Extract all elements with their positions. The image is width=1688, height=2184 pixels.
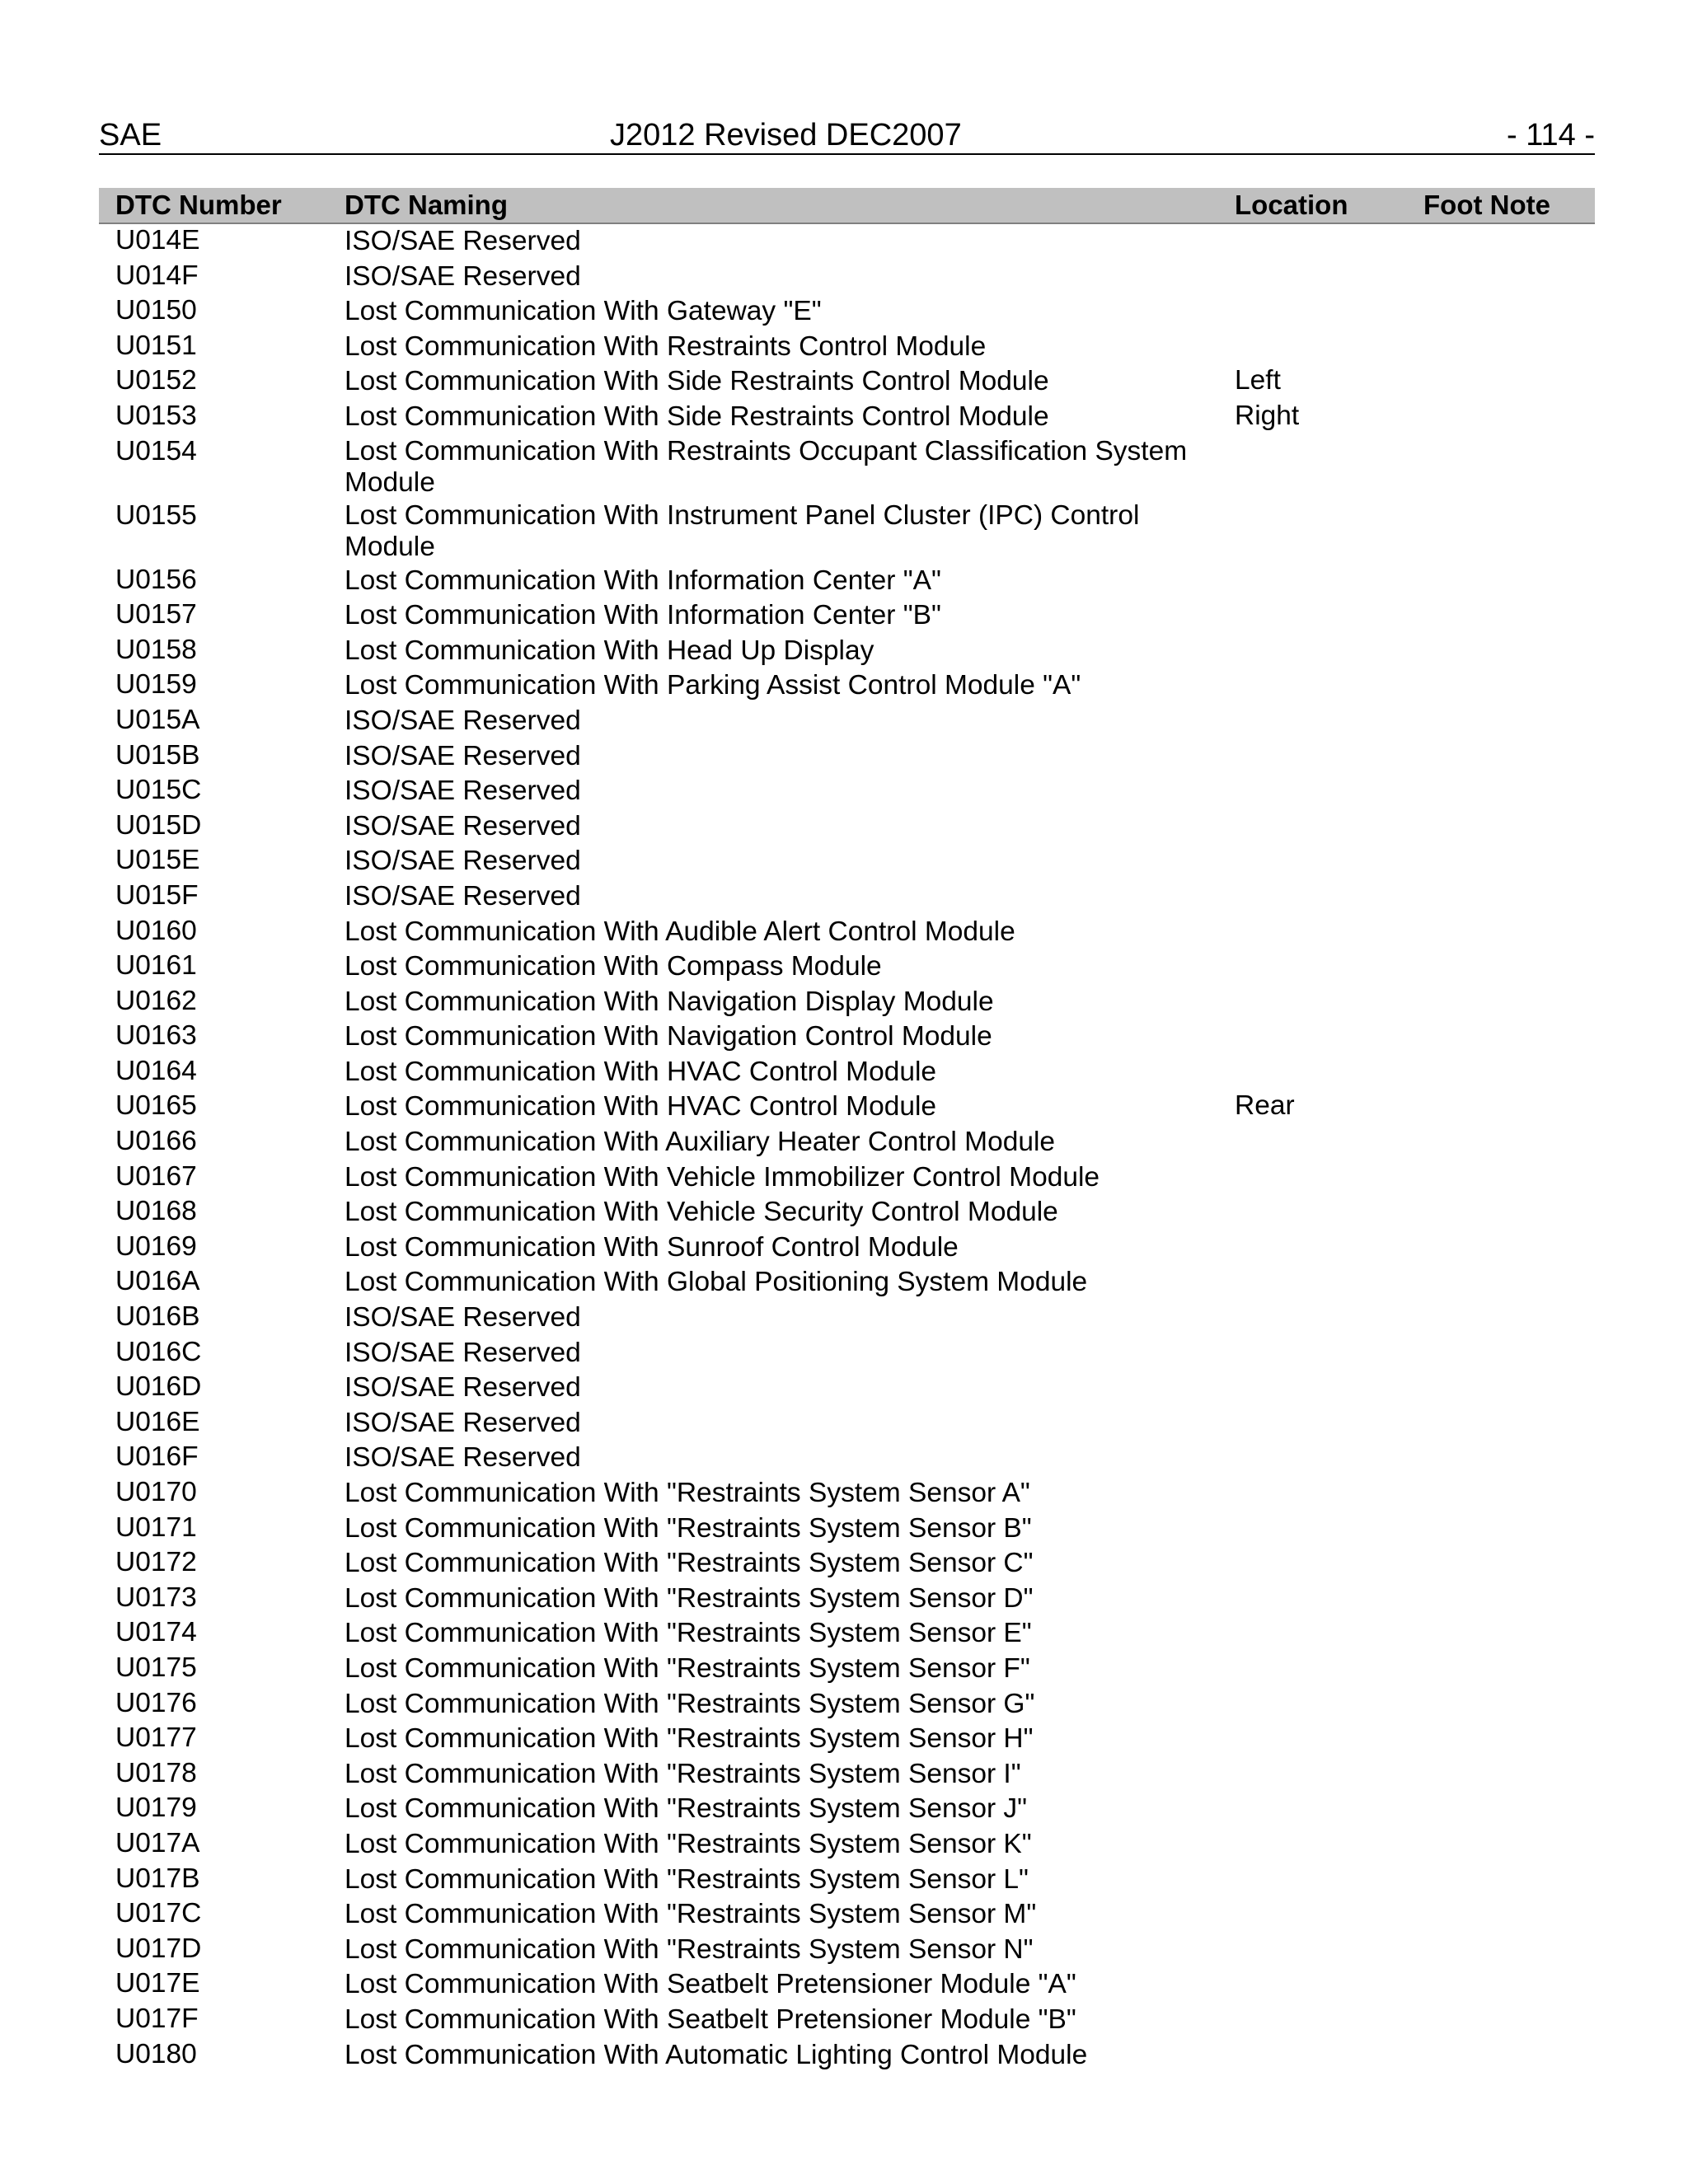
dtc-code: U0154 [115,435,197,466]
dtc-name: Lost Communication With Gateway "E" [345,296,822,327]
table-row [99,364,1595,400]
table-row [99,400,1595,435]
dtc-name: ISO/SAE Reserved [345,740,581,771]
dtc-code: U0156 [115,564,197,595]
table-row [99,2003,1595,2038]
dtc-name: Lost Communication With "Restraints System Sensor K" [345,1828,1032,1859]
dtc-code: U0152 [115,365,197,396]
dtc-name: ISO/SAE Reserved [345,776,581,807]
dtc-code: U017F [115,2003,199,2034]
dtc-name: Lost Communication With "Restraints System Sensor A" [345,1478,1030,1508]
table-row [99,1336,1595,1371]
table-row [99,634,1595,669]
table-row [99,985,1595,1020]
table-row [99,435,1595,499]
table-row [99,1055,1595,1090]
dtc-name: ISO/SAE Reserved [345,846,581,877]
dtc-code: U0166 [115,1126,197,1157]
dtc-code: U0173 [115,1582,197,1613]
table-row [99,1687,1595,1722]
table-row [99,1792,1595,1827]
dtc-code: U015C [115,775,202,806]
dtc-code: U0158 [115,634,197,665]
table-row [99,294,1595,330]
dtc-code: U015B [115,739,200,771]
dtc-name: Lost Communication With Information Center "A" [345,565,941,596]
dtc-name: ISO/SAE Reserved [345,226,581,256]
dtc-name: Lost Communication With "Restraints System Sensor C" [345,1548,1034,1579]
dtc-name: Lost Communication With Audible Alert Control Module [345,916,1015,947]
table-row [99,330,1595,365]
table-row [99,1722,1595,1757]
dtc-code: U016D [115,1371,202,1403]
dtc-code: U014E [115,225,200,255]
dtc-code: U0169 [115,1230,197,1262]
dtc-name: Lost Communication With Compass Module [345,951,882,982]
dtc-code: U0178 [115,1757,197,1788]
table-row [99,739,1595,775]
dtc-code: U016F [115,1441,199,1473]
table-row [99,1406,1595,1441]
dtc-name: Lost Communication With Navigation Control Module [345,1021,992,1052]
header-document-id: J2012 Revised DEC2007 [610,118,962,152]
dtc-name: ISO/SAE Reserved [345,880,581,912]
dtc-code: U0151 [115,330,197,361]
dtc-code: U0150 [115,295,197,326]
dtc-name: Lost Communication With "Restraints System Sensor E" [345,1618,1032,1649]
dtc-name: Lost Communication With Information Center "B" [345,600,941,631]
dtc-code: U014F [115,260,199,291]
dtc-code: U017B [115,1863,200,1894]
dtc-name: ISO/SAE Reserved [345,1372,581,1404]
dtc-name: ISO/SAE Reserved [345,260,581,292]
dtc-code: U015E [115,845,200,876]
dtc-code: U0170 [115,1477,197,1507]
table-row [99,774,1595,809]
dtc-name: ISO/SAE Reserved [345,1442,581,1474]
dtc-code: U016C [115,1336,202,1367]
dtc-name: Lost Communication With Side Restraints Control Module [345,401,1049,432]
table-row [99,949,1595,985]
table-row [99,1511,1595,1547]
dtc-name: Lost Communication With "Restraints System Sensor N" [345,1933,1034,1965]
dtc-code: U0162 [115,985,197,1016]
dtc-name: Lost Communication With "Restraints System Sensor M" [345,1899,1037,1930]
dtc-name: Lost Communication With Global Positioning System Module [345,1267,1088,1298]
table-row [99,879,1595,915]
dtc-name: Lost Communication With Seatbelt Pretensioner Module "A" [345,1969,1076,2000]
dtc-code: U0163 [115,1020,197,1052]
table-row [99,1441,1595,1476]
column-header-foot-note: Foot Note [1423,190,1550,220]
table-row [99,1265,1595,1301]
dtc-name: Lost Communication With "Restraints System Sensor I" [345,1758,1021,1789]
column-header-location: Location [1235,190,1348,220]
table-row [99,1301,1595,1336]
dtc-name: ISO/SAE Reserved [345,1407,581,1438]
dtc-name: Lost Communication With Auxiliary Heater Control Module [345,1127,1056,1158]
table-row [99,1546,1595,1582]
table-row [99,499,1595,564]
dtc-name: ISO/SAE Reserved [345,1337,581,1368]
dtc-name: Lost Communication With Instrument Panel Cluster (IPC) Control Module [345,499,1140,562]
dtc-code: U017C [115,1898,202,1929]
table-row [99,1897,1595,1933]
dtc-table-body [99,224,1595,2073]
dtc-location: Left [1235,365,1281,396]
table-header [99,188,1595,224]
dtc-name: Lost Communication With "Restraints System Sensor J" [345,1793,1028,1825]
table-row [99,1757,1595,1793]
dtc-name: Lost Communication With HVAC Control Module [345,1056,937,1087]
dtc-code: U0155 [115,499,197,531]
dtc-code: U0165 [115,1090,197,1122]
table-row [99,1616,1595,1652]
dtc-name: ISO/SAE Reserved [345,810,581,841]
table-row [99,704,1595,739]
table-row [99,1582,1595,1617]
table-row [99,260,1595,295]
table-row [99,844,1595,879]
dtc-name: Lost Communication With Head Up Display [345,635,874,666]
dtc-code: U015F [115,879,199,911]
dtc-code: U015A [115,704,200,735]
dtc-code: U0160 [115,915,197,946]
dtc-name: ISO/SAE Reserved [345,1302,581,1333]
table-row [99,1125,1595,1160]
table-row [99,1652,1595,1687]
table-row [99,1827,1595,1863]
table-row [99,1090,1595,1125]
dtc-name: ISO/SAE Reserved [345,705,581,736]
dtc-name: Lost Communication With "Restraints System Sensor G" [345,1688,1035,1719]
dtc-name: Lost Communication With Parking Assist Control Module "A" [345,670,1081,701]
table-row [99,1019,1595,1055]
dtc-code: U0164 [115,1055,197,1086]
dtc-location: Right [1235,400,1300,431]
dtc-name: Lost Communication With Seatbelt Pretensioner Module "B" [345,2004,1076,2035]
table-row [99,668,1595,704]
table-row [99,1476,1595,1511]
dtc-name: Lost Communication With Side Restraints Control Module [345,366,1049,397]
dtc-code: U0157 [115,599,197,630]
table-row [99,1230,1595,1266]
column-header-dtc-number: DTC Number [115,190,282,220]
dtc-name: Lost Communication With Sunroof Control Module [345,1231,959,1263]
table-row [99,1933,1595,1968]
column-header-dtc-naming: DTC Naming [345,190,508,220]
table-row [99,1160,1595,1196]
dtc-code: U0171 [115,1511,197,1543]
dtc-name: Lost Communication With Vehicle Immobilizer Control Module [345,1161,1100,1193]
dtc-code: U0172 [115,1547,197,1578]
dtc-code: U0168 [115,1196,197,1227]
dtc-name: Lost Communication With "Restraints System Sensor F" [345,1652,1030,1684]
header-page-number: - 114 - [1506,118,1595,152]
dtc-code: U017E [115,1968,200,1999]
dtc-code: U016B [115,1301,200,1333]
dtc-code: U017D [115,1933,202,1964]
dtc-code: U0176 [115,1687,197,1718]
dtc-code: U0174 [115,1617,197,1648]
dtc-code: U017A [115,1827,200,1858]
dtc-code: U0153 [115,400,197,431]
dtc-code: U016E [115,1406,200,1437]
table-row [99,809,1595,845]
table-row [99,915,1595,950]
dtc-name: Lost Communication With Vehicle Security Control Module [345,1197,1058,1228]
page-header [99,117,1595,155]
dtc-code: U015D [115,809,202,841]
dtc-code: U0180 [115,2038,197,2069]
table-row [99,1863,1595,1898]
dtc-name: Lost Communication With Navigation Display Module [345,986,994,1017]
dtc-code: U016A [115,1266,200,1297]
dtc-name: Lost Communication With Automatic Lighting Control Module [345,2039,1088,2070]
dtc-name: Lost Communication With HVAC Control Module [345,1091,937,1122]
dtc-code: U0167 [115,1160,197,1192]
dtc-name: Lost Communication With Restraints Occupant Classification System Module [345,435,1188,498]
header-org: SAE [99,118,162,152]
table-row [99,1371,1595,1406]
dtc-name: Lost Communication With Restraints Control Module [345,330,987,362]
dtc-name: Lost Communication With "Restraints System Sensor B" [345,1512,1032,1544]
dtc-code: U0159 [115,669,197,701]
table-row [99,1195,1595,1230]
dtc-code: U0161 [115,950,197,982]
dtc-code: U0175 [115,1652,197,1683]
table-row [99,598,1595,634]
dtc-name: Lost Communication With "Restraints System Sensor H" [345,1723,1034,1755]
dtc-name: Lost Communication With "Restraints System Sensor D" [345,1582,1034,1614]
table-row [99,2038,1595,2074]
dtc-code: U0179 [115,1793,197,1824]
dtc-code: U0177 [115,1722,197,1754]
dtc-location: Rear [1235,1090,1295,1122]
dtc-name: Lost Communication With "Restraints System Sensor L" [345,1863,1029,1895]
table-row [99,1967,1595,2003]
table-row [99,224,1595,260]
table-row [99,564,1595,599]
